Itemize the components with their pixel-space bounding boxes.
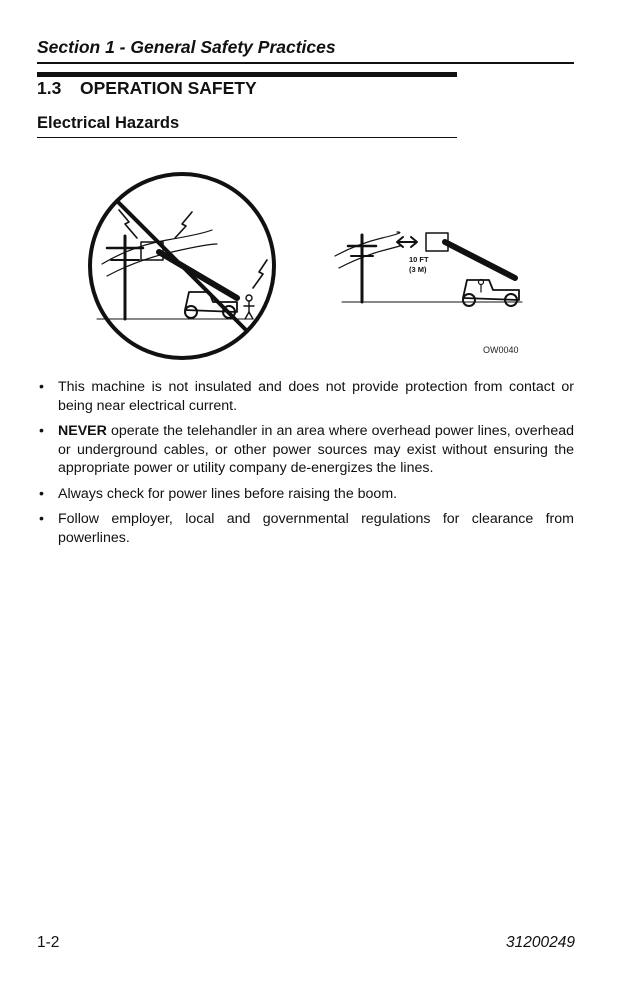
bullet-icon: • [39, 379, 44, 395]
bullet-icon: • [39, 485, 44, 502]
bullet-emphasis: NEVER [58, 423, 107, 439]
page-number: 1-2 [37, 934, 60, 951]
subheading-rule [37, 137, 457, 138]
bullet-text: This machine is not insulated and does not provide protection from contact or being near electrical current. [58, 379, 574, 414]
prohibited-scene-illustration [90, 174, 274, 358]
list-item [37, 485, 574, 504]
figure-id: OW0040 [483, 345, 519, 355]
heading-thick-rule [37, 72, 457, 77]
section-heading-number: 1.3 [37, 78, 62, 98]
document-number: 31200249 [506, 934, 575, 951]
safety-bullet-list [37, 378, 574, 554]
clearance-label-m: (3 M) [409, 265, 427, 274]
list-item [37, 422, 574, 478]
bullet-text: Always check for power lines before raising the boom. [58, 485, 398, 502]
header-rule [37, 62, 574, 64]
section-header: Section 1 - General Safety Practices [37, 37, 336, 57]
bullet-icon: • [39, 423, 44, 439]
list-item [37, 378, 574, 415]
bullet-icon: • [39, 511, 44, 527]
clearance-label-ft: 10 FT [409, 255, 429, 264]
bullet-text: operate the telehandler in an area where overhead power lines, overhead or underground cables, or other power sources may exist without ensuring the appropriate power or utility company de-energizes the lines. [58, 423, 574, 476]
subheading: Electrical Hazards [37, 114, 180, 132]
safe-distance-scene-illustration [335, 232, 522, 306]
section-heading-title: OPERATION SAFETY [80, 78, 257, 98]
bullet-text: Follow employer, local and governmental regulations for clearance from powerlines. [58, 511, 574, 546]
electrical-hazard-figure [37, 160, 537, 365]
list-item [37, 510, 574, 547]
section-heading [37, 78, 257, 99]
